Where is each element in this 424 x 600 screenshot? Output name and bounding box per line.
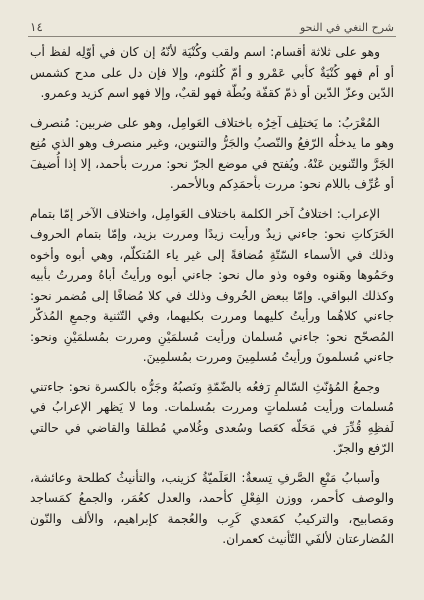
paragraph-diptote-causes: وأسبابُ مَنْعِ الصَّرفِ تِسعةٌ: العَلَميّةُ كزينب، والتأنيثُ كطلحة وعائشة، والوصف كأحمر، ووزن الفِعْلِ كأحمد، والعدل كعُمَر، والجمعُ كمَساجد ومَصابيح، والتركيبُ كمَعدي كَرِب والعُجمة كإبراهيم، والألف والنّون المُضارعتان لألفَي التّأنيث كعمران. xyxy=(30,470,394,546)
paragraph-declinable: المُعْرَبُ: ما يَختلِف آخِرُه باختلاف العَوامِل، وهو على ضربين: مُنصرف وهو ما يدخلُه الرّفعُ والنّصبُ والجَرُّ والتنوين، وغير منصرف وهو الذي مُنِع الجَرَّ والتّنوين عَنْهُ. ويُفتح في موضع الجرّ نحو: مررت بأحمد، إلا إذا أُضيفَ أو عُرِّف باللام نحو: مررت بأحمَدِكم وبالأحمر. xyxy=(30,115,394,191)
paragraph-name-types: وهو على ثلاثة أقسام: اسم ولقب وكُنْيَة لأنّهُ إن كان في أوّلِه لفظ أب أو أم فهو كُنْيَةٌ كأبي عَمْرو و أمّ كُلثوم، وإلا فإن دل على مدح كشمس الدّين وعزّ الدّين أو ذمّ كقفّة وبُطّة فهو لقبٌ، وإلا فهو اسم كزيد وعمرو. xyxy=(30,45,394,100)
page-body xyxy=(30,42,394,578)
paragraph-inflection: الإعراب: اختلافُ آخر الكلمة باختلاف العَوامِل، واختلاف الآخر إمّا بتمام الحَرَكاتِ نحو: جاءني زيدٌ ورأيت زيدًا ومررت بزيد، وإمّا بتمام الحروف وذلك في الأسماء السّتّةِ مُضافةً إلى غير ياء المُتكلّم، وهي أبوه وأخوه وحَمُوها وهَنوه وفوه وذو مال نحو: جاءني أبوه ورأيتُ أباهُ ومررتُ بأبيه وكذلك البواقي. وإمّا ببعض الحُروف وذلك في كلا مُضافًا إلى مُضمر نحو: جاءني كلاهُما ورأيتُ كليهما ومررت بكليهما، وفي التّثنية وجمعِ المُذكّر المُصحّح نحو: جاءني مُسلمان ورأيت مُسلمَيْنِ ومررت بمُسلمَيْنِ ونحو: جاءني مُسلمونَ ورأيتُ مُسلمِينَ ومررت بمُسلمِينَ. xyxy=(30,206,394,364)
header-divider xyxy=(28,36,396,37)
page-header xyxy=(30,12,394,34)
paragraph-feminine-plural: وجمعُ المُؤنّثِ السّالمِ رَفعُه بالضّمّةِ ونَصبُهُ وجَرُّه بالكسرة نحو: جاءتني مُسلمات ورأيت مُسلماتٍ ومررت بمُسلمات. وما لا يَظهر الإعرابُ في لَفظِهِ قُدِّرَ في مَحَلّه كعَصا وسُعدى وغُلامي مُطلقا والقاضي في حالتي الرّفع والجرّ. xyxy=(30,379,394,455)
page-number: ١٤ xyxy=(30,20,43,34)
running-title: شرح النغي في النحو xyxy=(299,21,394,34)
